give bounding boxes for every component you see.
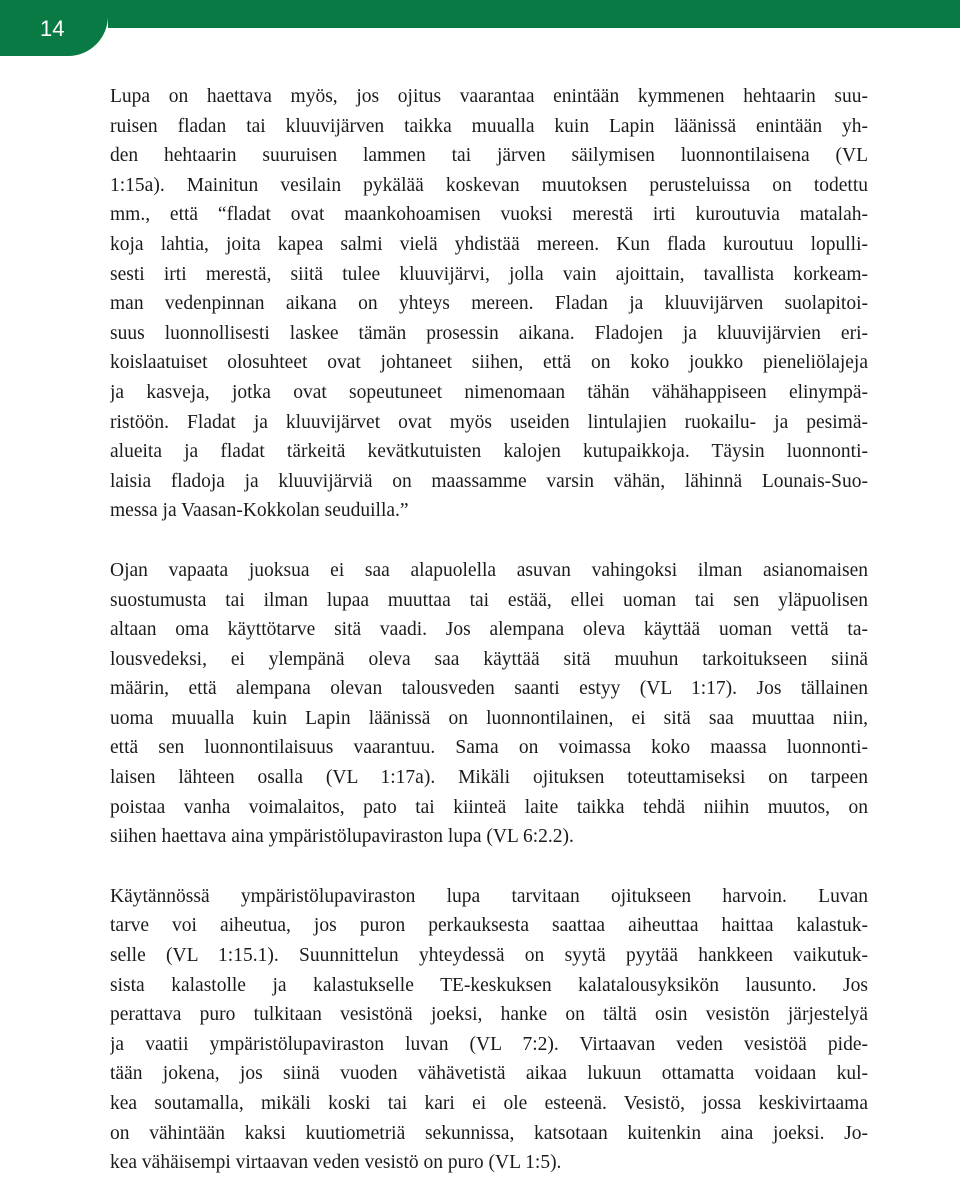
text-line: 1:15a). Mainitun vesilain pykälää koskevan muutoksen perusteluissa on todettu [110, 174, 868, 196]
text-line: koislaatuiset olosuhteet ovat johtaneet siihen, että on koko joukko pieneliölajeja [110, 352, 868, 374]
text-line: Ojan vapaata juoksua ei saa alapuolella asuvan vahingoksi ilman asianomaisen [110, 559, 868, 581]
text-line: messa ja Vaasan-Kokkolan seuduilla.” [110, 500, 409, 522]
paragraph-3 [110, 882, 868, 1178]
text-line: koja lahtia, joita kapea salmi vielä yhdistää mereen. Kun flada kuroutuu lopulli- [110, 233, 868, 255]
text-line: den hehtaarin suuruisen lammen tai järven säilymisen luonnontilaisena (VL [110, 145, 868, 167]
text-line: mm., että “fladat ovat maankohoamisen vuoksi merestä irti kuroutuvia matalah- [110, 204, 868, 226]
text-line: määrin, että alempana olevan talousveden saanti estyy (VL 1:17). Jos tällainen [110, 678, 868, 700]
text-line: laisen lähteen osalla (VL 1:17a). Mikäli ojituksen toteuttamiseksi on tarpeen [110, 767, 868, 789]
text-line: ja kasveja, jotka ovat sopeutuneet nimenomaan tähän vähähappiseen elinympä- [110, 381, 868, 403]
text-line: kea vähäisempi virtaavan veden vesistö on puro (VL 1:5). [110, 1152, 562, 1174]
body-text [110, 82, 868, 1178]
text-line: tarve voi aiheutua, jos puron perkauksesta saattaa aiheuttaa haittaa kalastuk- [110, 915, 868, 937]
text-line: altaan oma käyttötarve sitä vaadi. Jos alempana oleva käyttää uoman vettä ta- [110, 619, 868, 641]
text-line: lousvedeksi, ei ylempänä oleva saa käyttää sitä muuhun tarkoitukseen siinä [110, 648, 868, 670]
text-line: että sen luonnontilaisuus vaarantuu. Sama on voimassa koko maassa luonnonti- [110, 737, 868, 759]
text-line: man vedenpinnan aikana on yhteys mereen. Fladan ja kluuvijärven suolapitoi- [110, 293, 868, 315]
text-line: laisia fladoja ja kluuvijärviä on maassamme varsin vähän, lähinnä Lounais-Suo- [110, 470, 868, 492]
text-line: tään jokena, jos siinä vuoden vähävetistä aikaa lukuun ottamatta voidaan kul- [110, 1063, 868, 1085]
paragraph-1 [110, 82, 868, 526]
text-line: perattava puro tulkitaan vesistönä joeksi, hanke on tältä osin vesistön järjestelyä [110, 1004, 868, 1026]
text-line: Käytännössä ympäristölupaviraston lupa tarvitaan ojitukseen harvoin. Luvan [110, 885, 868, 907]
text-line: Lupa on haettava myös, jos ojitus vaarantaa enintään kymmenen hehtaarin suu- [110, 86, 868, 107]
paragraph-2 [110, 556, 868, 852]
paragraph-gap [110, 852, 868, 882]
text-line: siihen haettava aina ympäristölupaviraston lupa (VL 6:2.2). [110, 826, 574, 848]
text-line: kea soutamalla, mikäli koski tai kari ei ole esteenä. Vesistö, jossa keskivirtaama [110, 1093, 868, 1114]
text-line: suus luonnollisesti laskee tämän prosessin aikana. Fladojen ja kluuvijärvien eri- [110, 322, 868, 344]
paragraph-gap [110, 526, 868, 556]
text-line: alueita ja fladat tärkeitä kevätkutuisten kalojen kutupaikkoja. Täysin luonnonti- [110, 441, 868, 463]
text-line: poistaa vanha voimalaitos, pato tai kiinteä laite taikka tehdä niihin muutos, on [110, 796, 868, 818]
text-line: on vähintään kaksi kuutiometriä sekunnissa, katsotaan kuitenkin aina joeksi. Jo- [110, 1122, 868, 1144]
page-number-tab [0, 0, 108, 56]
page-number: 14 [40, 16, 65, 41]
text-line: selle (VL 1:15.1). Suunnittelun yhteydessä on syytä pyytää hankkeen vaikutuk- [110, 945, 868, 967]
text-line: ja vaatii ympäristölupaviraston luvan (VL 7:2). Virtaavan veden vesistöä pide- [110, 1033, 868, 1055]
text-line: sista kalastolle ja kalastukselle TE-keskuksen kalatalousyksikön lausunto. Jos [110, 974, 868, 996]
text-line: ruisen fladan tai kluuvijärven taikka muualla kuin Lapin läänissä enintään yh- [110, 115, 868, 137]
text-line: sesti irti merestä, siitä tulee kluuvijärvi, jolla vain ajoittain, tavallista korkeam- [110, 263, 868, 285]
text-line: ristöön. Fladat ja kluuvijärvet ovat myös useiden lintulajien ruokailu- ja pesimä- [110, 411, 868, 433]
text-line: uoma muualla kuin Lapin läänissä on luonnontilainen, ei sitä saa muuttaa niin, [110, 707, 868, 729]
text-line: suostumusta tai ilman lupaa muuttaa tai estää, ellei uoman tai sen yläpuolisen [110, 589, 868, 611]
header-bar [108, 0, 960, 28]
